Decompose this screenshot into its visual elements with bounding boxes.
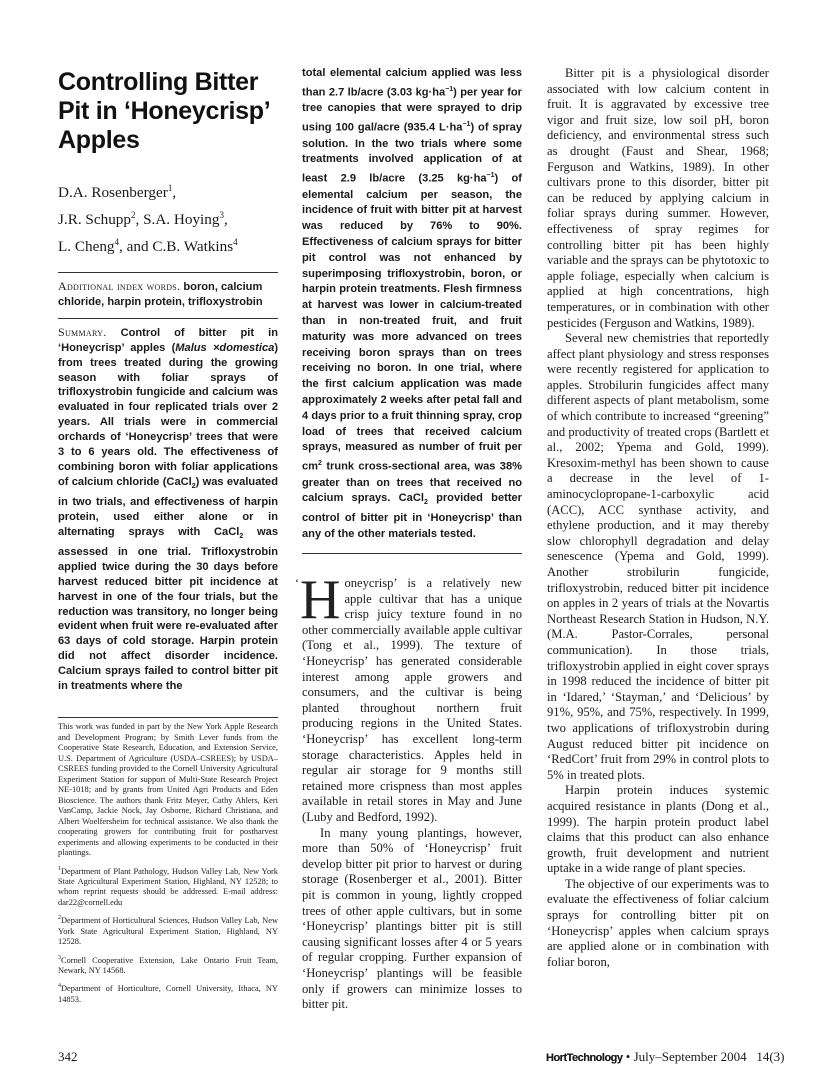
footnote-marker: 3	[58, 954, 61, 961]
author-name: , S.A. Hoying	[135, 211, 220, 229]
author-name: L. Cheng	[58, 238, 115, 256]
summary-text: total elemental calcium applied was less than 2.7 lb/acre (3.03 kg·ha	[302, 67, 522, 99]
summary-continued	[302, 66, 522, 543]
footnote-3	[58, 953, 278, 977]
author-affiliation: 1	[167, 183, 173, 193]
author-line-2	[58, 204, 278, 231]
subscript: 2	[239, 533, 244, 540]
footnote-text: Cornell Cooperative Extension, Lake Ontario Fruit Team, Newark, NY 14568.	[58, 955, 278, 975]
summary-text: ) of elemental calcium per season, the incidence of fruit with bitter pit at harvest was reduced by 76% to 90%. Effectiveness of calcium sprays for bitter pit control was not enhanced by superimposing trifloxystrobin, boron, or harpin protein treatments. Flesh firmness at harvest was lower in calcium-treated than in non-treated fruit, and fruit maturity was more advanced on trees receiving boron sprays than on trees receiving no boron. In one trial, where the first calcium application was made approximately 2 weeks after petal fall and 4 days prior to a fruit thinning spray, crop load of trees that received calcium sprays, measured as number of fruit per cm	[302, 172, 522, 473]
index-words-label: Additional index words.	[58, 279, 181, 294]
middle-column	[295, 66, 523, 1013]
author-affiliation: 4	[114, 237, 120, 248]
summary-label: Summary.	[58, 324, 107, 339]
subscript: 2	[423, 499, 428, 507]
issue-info: • July–September 2004 14(3)	[625, 1049, 785, 1064]
journal-footer	[546, 1049, 785, 1065]
summary-text: ) was evaluated in two trials, and effectiveness of harpin protein, used either alone or in alternating sprays with CaCl	[58, 475, 278, 538]
footnote-marker: 1	[58, 865, 61, 872]
summary-text: ) of spray solution. In the two trials where some treatments involved application of at least 2.9 lb/acre (3.25 kg·ha	[302, 121, 523, 185]
author-separator: ,	[223, 211, 228, 229]
paragraph: Bitter pit is a physiological disorder associated with low calcium content in fruit. It is aggravated by excessive tree vigor and fruit size, low soil pH, boron deficiency, and environmental stress such as drought (Faust and Shear, 1968; Ferguson and Watkins, 1989). In other cultivars prone to this disorder, bitter pit can be reduced by applying calcium in foliar sprays during summer. However, effectiveness of spray regimes for controlling bitter pit has been highly variable and the sprays can be phytotoxic to apple foliage, especially when calcium is applied at high concentrations, high temperatures, or in combination with other pesticides (Ferguson and Watkins, 1989).	[547, 66, 769, 330]
summary-text: Control of bitter pit in ‘Honeycrisp’ apples (	[58, 326, 278, 354]
opening-quote: ‘	[295, 576, 299, 591]
footnote-marker: 2	[58, 915, 61, 922]
drop-cap: H	[300, 569, 341, 632]
summary-text: provided better control of bitter pit in ‘Honeycrisp’ than any of the other materials tested.	[302, 492, 522, 541]
summary	[58, 318, 278, 694]
journal-logo: HortTechnology	[546, 1052, 623, 1064]
superscript: −1	[445, 85, 454, 93]
paragraph: Harpin protein induces systemic acquired resistance in plants (Dong et al., 1999). The harpin protein product label claims that this product can also enhance growth, fruit development and nutrient uptake in a wide range of plant species.	[547, 783, 769, 876]
author-name: D.A. Rosenberger	[58, 184, 168, 202]
superscript: −1	[486, 172, 495, 180]
index-words	[58, 272, 278, 310]
left-column	[58, 66, 278, 694]
superscript: −1	[462, 121, 471, 129]
body-text-continued	[547, 66, 769, 970]
footnote-text: Department of Plant Pathology, Hudson Valley Lab, New York State Agricultural Experiment Station, Highland, NY 12528; to whom reprint requests should be addressed. E-mail address: dar22@cornell.edu	[58, 866, 278, 907]
paragraph	[300, 569, 522, 826]
paragraph-text: oneycrisp’ is a relatively new apple cultivar that has a unique crisp juicy texture found in no other commercially available apple cultivar (Tong et al., 1999). The texture of ‘Honeycrisp’ has generated considerable interest among apple growers and consumers, and the cultivar is being planted throughout northern fruit producing regions in the United States. ‘Honeycrisp’ has excellent long-term storage characteristics. Apples held in regular air storage for 9 months still retained more crispness than most apples available in retail stores in May and June (Luby and Bedford, 1992).	[302, 576, 522, 824]
author-line-1	[58, 177, 278, 204]
footnote-text: Department of Horticulture, Cornell University, Ithaca, NY 14853.	[58, 984, 278, 1004]
body-text-intro	[295, 569, 522, 1013]
article-title: Controlling Bitter Pit in ‘Honeycrisp’ Apples	[58, 68, 270, 154]
index-words-text: boron, calcium chloride, harpin protein, trifloxystrobin	[58, 281, 263, 308]
page-number: 342	[58, 1049, 78, 1064]
summary-text: was assessed in one trial. Trifloxystrobin applied twice during the 30 days before harvest reduced bitter pit incidence at harvest in one of the four trials, but the reduction was transitory, no longer being evident when fruit were re-evaluated after 63 days of cold storage. Harpin protein did not affect disorder incidence. Calcium sprays failed to control bitter pit in treatments where the	[58, 525, 278, 693]
summary-text: ) from trees treated during the growing season with foliar sprays of trifloxystrobin fungicide and calcium was evaluated in four replicated trials over 2 years. All trials were in commercial orchards of ‘Honeycrisp’ trees that were 3 to 6 years old. The effectiveness of combining boron with foliar applications of calcium chloride (CaCl	[58, 341, 279, 488]
author-list	[58, 177, 278, 258]
author-affiliation: 2	[131, 210, 136, 221]
author-separator: ,	[172, 184, 177, 202]
species-name: Malus ×domestica	[175, 341, 275, 354]
author-affiliation: 4	[233, 237, 238, 248]
summary-text: trunk cross-sectional area, was 38% greater than on trees that received no calcium sprays. CaCl	[302, 460, 522, 505]
footnotes	[58, 717, 278, 1010]
author-name: , and C.B. Watkins	[119, 238, 234, 256]
section-divider	[302, 553, 522, 554]
author-name: J.R. Schupp	[58, 211, 131, 229]
summary-text: ) per year for tree canopies that were sprayed to drip using 100 gal/acre (935.4 L·ha	[302, 86, 522, 134]
author-line-3	[58, 231, 278, 258]
footnote-text: Department of Horticultural Sciences, Hudson Valley Lab, New York State Agricultural Experiment Station, Highland, NY 12528.	[58, 916, 278, 947]
funding-note: This work was funded in part by the New York Apple Research and Development Program; by Smith Lever funds from the Cooperative State Research, Education, and Extension Service, U.S. Department of Agriculture (USDA–CSREES); by USDA–CSREES funding provided to the Cornell University Agricultural Experiment Station for support of Multi-State Research Project NE-1018; and by grants from United Agri Products and Eden Bioscience. The authors thank Fritz Meyer, Cathy Ahlers, Keri VanCamp, Jackie Nock, Jay Osborne, Richard Christiana, and Albert Woelfersheim for technical assistance. We also thank the cooperating growers for contributing fruit for postharvest experiments and allowing experiments to be conducted in their plantings.	[58, 722, 278, 857]
footnote-2	[58, 913, 278, 947]
footnote-1	[58, 864, 278, 909]
author-affiliation: 3	[219, 210, 224, 221]
right-column	[547, 66, 769, 970]
footnote-marker: 4	[58, 983, 61, 990]
subscript: 2	[191, 483, 196, 491]
paragraph: In many young plantings, however, more than 50% of ‘Honeycrisp’ fruit develop bitter pit prior to harvest or during storage (Rosenberger et al., 2001). Bitter pit is common in young, lightly cropped trees of other apple cultivars, but in some ‘Honeycrisp’ plantings bitter pit is still causing significant losses after 4 or 5 years of regular cropping. Further expansion of ‘Honeycrisp’ plantings will be feasible only if growers can minimize losses to bitter pit.	[302, 825, 522, 1012]
paragraph: Several new chemistries that reportedly affect plant physiology and stress responses were recently registered for application to apples. Strobilurin fungicides affect many different aspects of plant metabolism, some of which contribute to increased “greening” and productivity of treated crops (Bartlett et al., 2002; Ypema and Gold, 1999). Kresoxim-methyl has been shown to cause a decrease in the level of 1-aminocyclopropane-1-carboxylic acid (ACC), ACC synthase activity, and ethylene production, and it may thereby slow chlorophyll degradation and delay senescence (Ypema and Gold, 1999). Another strobilurin fungicide, trifloxystrobin, reduced bitter pit incidence on apples in 2 years of trials at the Novartis Northeast Research Station in Hudson, N.Y. (M.A. Pastor-Corrales, personal communication). In those trials, trifloxystrobin applied in eight cover sprays in 1998 reduced the incidence of bitter pit in ‘Idared,’ ‘Stayman,’ and ‘Delicious’ by 91%, 95%, and 75%, respectively. In 1999, two applications of trifloxystrobin during August reduced bitter pit incidence on ‘RedCort’ fruit from 29% in control plots to 5% in treated plots.	[547, 331, 769, 782]
superscript: 2	[318, 460, 322, 468]
paragraph: The objective of our experiments was to evaluate the effectiveness of foliar calcium sprays for controlling bitter pit on ‘Honeycrisp’ apples when calcium sprays are applied alone or in combination with foliar boron,	[547, 876, 769, 969]
footnote-4	[58, 981, 278, 1005]
